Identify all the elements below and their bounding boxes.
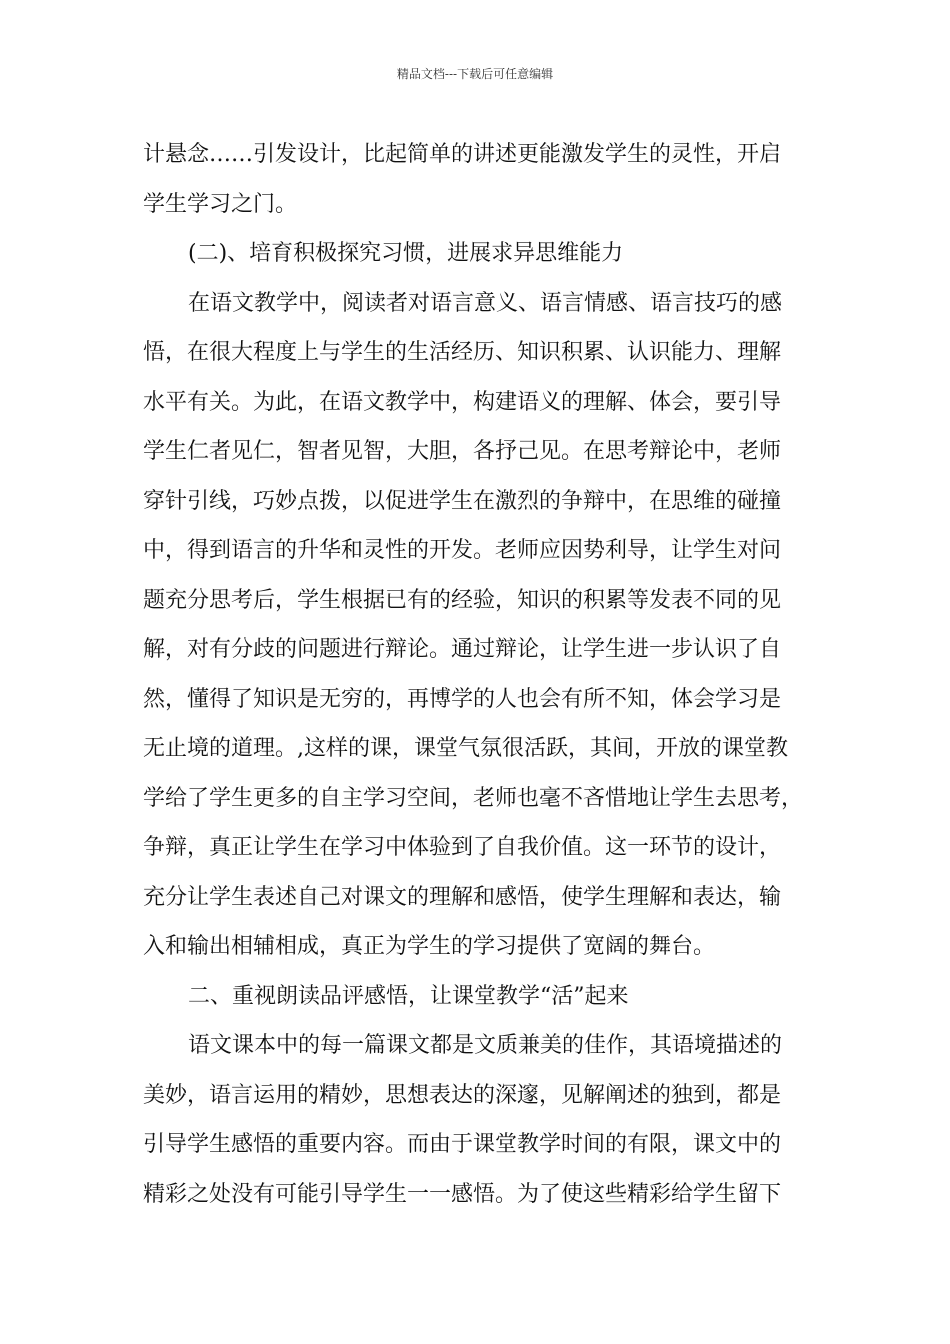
- body-line: 中，得到语言的升华和灵性的开发。老师应因势利导，让学生对问: [143, 538, 782, 563]
- section-heading: (二)、培育积极探究习惯，进展求异思维能力: [188, 241, 624, 266]
- document-body: [143, 130, 813, 1219]
- body-line: 美妙，语言运用的精妙，思想表达的深邃，见解阐述的独到，都是: [143, 1082, 782, 1108]
- section-heading: 二、重视朗读品评感悟，让课堂教学“活”起来: [188, 983, 629, 1009]
- body-line: 学给了学生更多的自主学习空间，老师也毫不吝惜地让学生去思考，: [143, 785, 804, 811]
- body-line: 计悬念……引发设计，比起简单的讲述更能激发学生的灵性，开启: [143, 142, 782, 167]
- body-line: 水平有关。为此，在语文教学中，构建语义的理解、体会，要引导: [143, 389, 782, 415]
- body-line: 语文课本中的每一篇课文都是文质兼美的佳作，其语境描述的: [188, 1033, 783, 1058]
- body-line: 学生学习之门。: [143, 191, 298, 217]
- body-line: 穿针引线，巧妙点拨，以促进学生在激烈的争辩中，在思维的碰撞: [143, 488, 782, 514]
- body-line: 争辩，真正让学生在学习中体验到了自我价值。这一环节的设计，: [143, 835, 782, 860]
- body-line: 在语文教学中，阅读者对语言意义、语言情感、语言技巧的感: [188, 290, 783, 316]
- body-line: 入和输出相辅相成，真正为学生的学习提供了宽阔的舞台。: [143, 934, 716, 959]
- body-line: 引导学生感悟的重要内容。而由于课堂教学时间的有限，课文中的: [143, 1132, 782, 1157]
- body-line: 学生仁者见仁，智者见智，大胆，各抒己见。在思考辩论中，老师: [143, 439, 782, 464]
- body-line: 解，对有分歧的问题进行辩论。通过辩论，让学生进一步认识了自: [143, 637, 782, 662]
- body-line: 题充分思考后，学生根据已有的经验，知识的积累等发表不同的见: [143, 587, 782, 613]
- body-line: 无止境的道理。,这样的课，课堂气氛很活跃，其间，开放的课堂教: [143, 736, 788, 761]
- body-line: 悟，在很大程度上与学生的生活经历、知识积累、认识能力、理解: [143, 340, 782, 365]
- body-line: 然，懂得了知识是无穷的，再博学的人也会有所不知，体会学习是: [143, 686, 782, 712]
- page-header: 精品文档---下载后可任意编辑: [396, 67, 554, 81]
- body-line: 充分让学生表述自己对课文的理解和感悟，使学生理解和表达，输: [143, 884, 782, 910]
- body-line: 精彩之处没有可能引导学生一一感悟。为了使这些精彩给学生留下: [143, 1181, 782, 1207]
